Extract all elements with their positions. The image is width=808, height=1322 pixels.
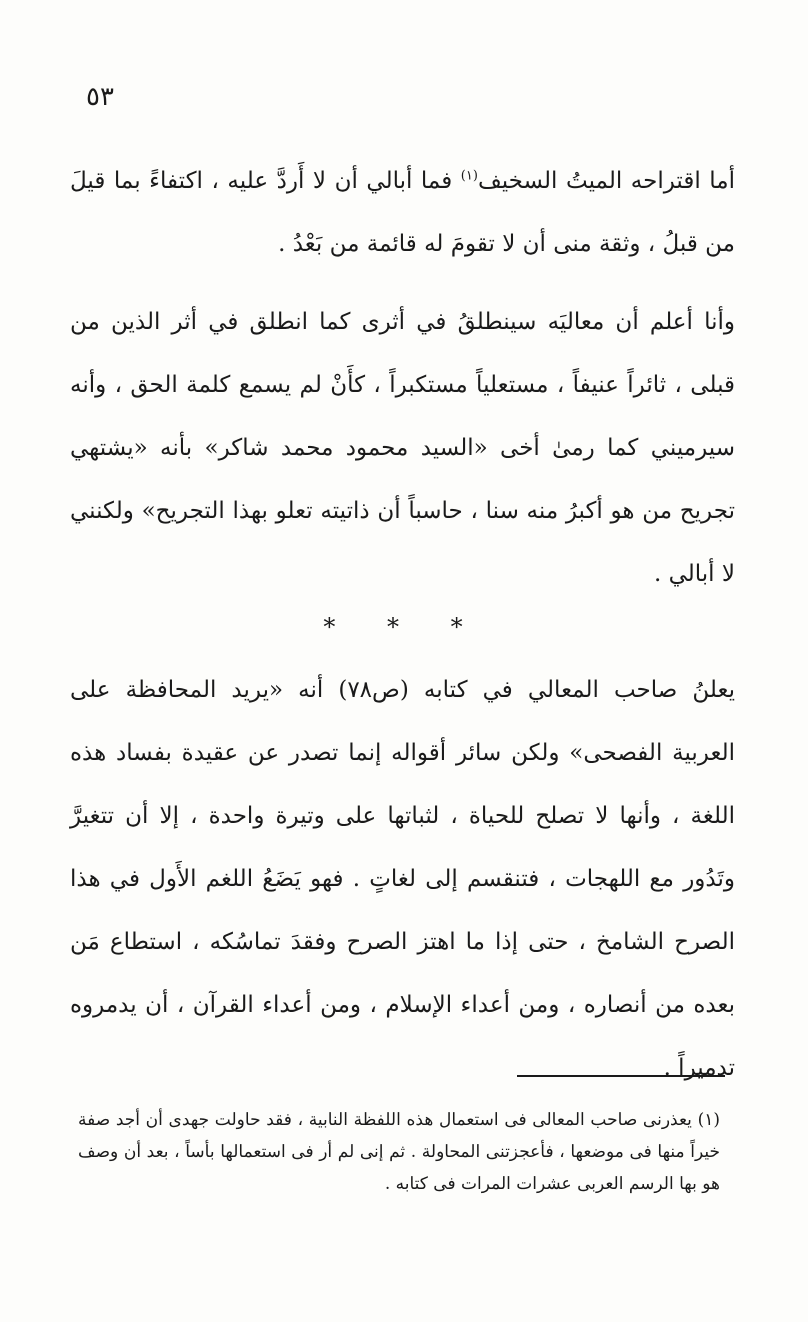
paragraph-1-text-before-note: أما اقتراحه الميتُ السخيف <box>477 168 736 194</box>
footnote-reference: (١) <box>460 168 478 184</box>
page-number: ٥٣ <box>86 82 114 112</box>
paragraph-1-text-after-note: فما أبالي أن لا أَردَّ عليه ، اكتفاءً بما قيلَ من قبلُ ، وثقة منى أن لا تقومَ له قائمة من بَعْدُ . <box>70 168 735 257</box>
section-separator: * * * <box>323 613 485 641</box>
paragraph-3: يعلنُ صاحب المعالي في كتابه (ص٧٨) أنه «يريد المحافظة على العربية الفصحى» ولكن سائر أقواله إنما تصدر عن عقيدة بفساد هذه اللغة ، وأنها لا تصلح للحياة ، لثباتها على وتيرة واحدة ، إلا أن تتغيرَّ وتَدُور مع اللهجات ، فتنقسم إلى لغاتٍ . فهو يَضَعُ اللغم الأَول في هذا الصرح الشامخ ، حتى إذا ما اهتز الصرح وفقدَ تماسُكه ، استطاع مَن بعده من أنصاره ، ومن أعداء الإسلام ، ومن أعداء القرآن ، أن يدمروه تدميراً . <box>70 677 735 1081</box>
paragraph-1 <box>70 150 735 276</box>
footnote: (١) يعذرنى صاحب المعالى فى استعمال هذه اللفظة النابية ، فقد حاولت جهدى أن أجد صفة خيراً منها فى موضعها ، فأعجزتنى المحاولة . ثم إنى لم أر فى استعمالها بأساً ، بعد أن وصف هو بها الرسم العربى عشرات المرات فى كتابه . <box>78 1110 720 1194</box>
paragraph-2: وأنا أعلم أن معاليَه سينطلقُ في أثرى كما انطلق في أثر الذين من قبلى ، ثائراً عنيفاً ، مستعلياً مستكبراً ، كأَنْ لم يسمع كلمة الحق ، وأنه سيرميني كما رمىٰ أخى «السيد محمود محمد شاكر» بأنه «يشتهي تجريح من هو أكبرُ منه سنا ، حاسباً أن ذاتيته تعلو بهذا التجريح» ولكنني لا أبالي . <box>70 309 735 587</box>
footnote-divider <box>517 1075 725 1077</box>
